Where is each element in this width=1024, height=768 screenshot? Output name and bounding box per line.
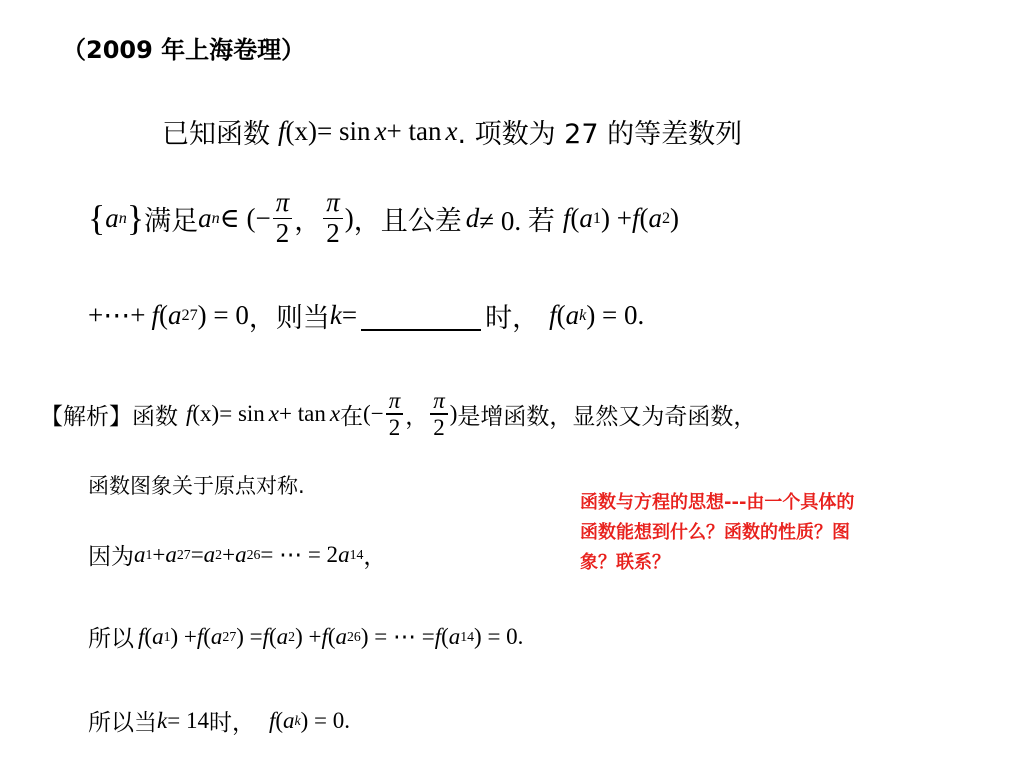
problem-line-1 — [162, 112, 742, 151]
seq-a: a — [167, 300, 182, 330]
func-f: f — [549, 300, 557, 330]
subscript: 27 — [176, 546, 191, 562]
teacher-note-line: 函数能想到什么？函数的性质？图 — [580, 522, 850, 543]
subscript: k — [579, 306, 587, 324]
subscript: 26 — [347, 628, 361, 644]
paren: ( — [269, 623, 277, 649]
func-f: f — [278, 116, 286, 146]
analysis-line-3 — [88, 538, 386, 571]
var-x: x — [329, 401, 341, 427]
func-eq-sin: = sin — [219, 401, 265, 427]
fraction-numerator: π — [326, 187, 340, 217]
op-plus: + — [222, 541, 236, 567]
neq-zero-if: ≠ 0. 若 — [479, 205, 555, 236]
seq-a: a — [338, 541, 350, 567]
func-f: f — [151, 300, 159, 330]
subscript: 27 — [222, 628, 237, 644]
paren: ( — [327, 623, 336, 649]
func-arg: (x) — [285, 116, 317, 146]
eq-zero: ) = 0. — [586, 300, 645, 330]
fraction-numerator: π — [433, 388, 445, 413]
eq-zero: ) = 0 — [197, 300, 249, 330]
problem-lead: 已知函数 — [162, 119, 270, 150]
analysis-line-4 — [88, 620, 523, 653]
text-on: 在 — [340, 403, 364, 430]
seq-a: a — [648, 202, 662, 233]
op-plus: ) + — [170, 623, 197, 649]
subscript: 26 — [246, 546, 261, 562]
var-x: x — [268, 401, 279, 427]
var-k: k — [329, 300, 342, 330]
func-f: f — [268, 707, 276, 733]
subscript: 14 — [460, 628, 475, 644]
subscript: 1 — [592, 208, 601, 227]
teacher-note-line: 象？联系？ — [580, 552, 670, 573]
brace-open: { — [88, 198, 106, 239]
analysis-line-1 — [40, 388, 756, 440]
fraction-pi-over-2 — [430, 388, 448, 440]
func-f: f — [321, 623, 328, 649]
op-plus: + — [152, 541, 166, 567]
seq-a: a — [165, 541, 177, 567]
eq-zero: ) = 0. — [300, 707, 351, 733]
source-header-text: （2009 年上海卷理） — [62, 36, 306, 64]
op-eq-dots: = ⋯ = 2 — [260, 541, 339, 567]
op-eq: ) = — [236, 623, 263, 649]
text-therefore-when: 所以当 — [88, 710, 157, 736]
paren: ) — [670, 202, 680, 233]
func-plus-tan: + tan — [279, 401, 326, 427]
source-header — [62, 30, 305, 65]
func-f: f — [562, 202, 571, 233]
comma: ， — [294, 205, 322, 237]
seq-a: a — [203, 541, 216, 567]
text-therefore: 所以 — [88, 626, 134, 652]
seq-sub-n: n — [211, 208, 220, 227]
text-satisfy: 满足 — [144, 205, 199, 237]
fraction-numerator: π — [275, 187, 290, 217]
equals: = — [341, 300, 358, 330]
subscript: 2 — [661, 208, 671, 227]
subscript: 1 — [145, 546, 153, 562]
text-then-when: ，则当 — [248, 303, 330, 334]
interval-open: (− — [363, 401, 384, 427]
op-eq-dots: ) = ⋯ = — [360, 623, 435, 649]
comma: ， — [405, 403, 429, 430]
func-f: f — [196, 623, 204, 649]
seq-a: a — [235, 541, 247, 567]
subscript: 1 — [163, 628, 171, 644]
paren: ( — [570, 202, 580, 233]
seq-a: a — [152, 623, 164, 649]
comma: ， — [363, 544, 387, 570]
func-f: f — [631, 202, 640, 233]
subscript: 27 — [181, 306, 198, 324]
func-f: f — [262, 623, 269, 649]
text-when: 时， — [485, 303, 540, 334]
teacher-note — [580, 488, 980, 578]
seq-a: a — [565, 300, 580, 330]
text-increasing-odd: 是增函数，显然又为奇函数， — [457, 403, 757, 430]
seq-a: a — [276, 623, 289, 649]
text-function: 函数 — [132, 403, 178, 430]
paren: ( — [144, 623, 153, 649]
func-plus-tan: + tan — [386, 116, 442, 146]
seq-a: a — [210, 623, 223, 649]
paren: ( — [556, 300, 566, 330]
fraction-denominator: 2 — [275, 218, 290, 249]
func-arg: (x) — [192, 401, 220, 427]
interval-close: ) — [449, 401, 458, 427]
subscript: 14 — [349, 546, 364, 562]
text-when: 时， — [208, 710, 255, 736]
problem-line-3 — [88, 296, 644, 335]
text-because: 因为 — [88, 544, 134, 570]
paren: ( — [275, 707, 284, 733]
brace-close: } — [126, 198, 145, 239]
seq-a: a — [134, 541, 146, 567]
seq-sub-n: n — [118, 208, 127, 227]
subscript: 2 — [288, 628, 296, 644]
analysis-line-5 — [88, 704, 350, 737]
fraction-pi-over-2 — [323, 188, 343, 249]
eq-14: = 14 — [167, 707, 209, 733]
subscript: k — [294, 712, 301, 728]
fraction-numerator: π — [388, 388, 401, 413]
analysis-line-2 — [88, 470, 305, 500]
op-eq: = — [190, 541, 204, 567]
paren: ( — [639, 202, 649, 233]
text-common-diff: ，且公差 — [353, 205, 462, 237]
seq-a: a — [448, 623, 461, 649]
problem-line-2 — [88, 188, 679, 249]
paren: ( — [158, 300, 168, 330]
set-membership: ∈ (− — [219, 202, 271, 233]
var-k: k — [157, 707, 168, 733]
func-f: f — [138, 623, 145, 649]
var-x: x — [374, 116, 387, 146]
eq-zero: ) = 0. — [474, 623, 524, 649]
subscript: 2 — [215, 546, 223, 562]
func-f: f — [434, 623, 442, 649]
problem-line1-tail: . 项数为 27 的等差数列 — [457, 119, 743, 150]
var-x: x — [445, 116, 458, 146]
seq-a: a — [105, 202, 119, 233]
fraction-denominator: 2 — [433, 414, 445, 440]
paren: ( — [441, 623, 449, 649]
teacher-note-line: 函数与方程的思想---由一个具体的 — [580, 492, 855, 513]
op-plus: ) + — [295, 623, 322, 649]
fraction-denominator: 2 — [326, 218, 340, 249]
text-symmetry: 函数图象关于原点对称. — [88, 474, 305, 498]
fraction-pi-over-2 — [273, 188, 293, 249]
seq-a: a — [283, 707, 295, 733]
seq-a: a — [335, 623, 348, 649]
answer-blank — [361, 300, 481, 332]
paren: ( — [203, 623, 211, 649]
op-plus: ) + — [600, 202, 632, 233]
seq-a: a — [579, 202, 593, 233]
fraction-denominator: 2 — [388, 414, 401, 440]
var-d: d — [465, 202, 480, 233]
func-f: f — [186, 401, 193, 427]
seq-a: a — [198, 202, 212, 233]
interval-close: ) — [344, 202, 354, 233]
analysis-tag: 【解析】 — [40, 403, 132, 430]
func-eq-sin: = sin — [317, 116, 371, 146]
fraction-pi-over-2 — [386, 388, 404, 440]
dots-lead: +⋯+ — [88, 300, 146, 330]
